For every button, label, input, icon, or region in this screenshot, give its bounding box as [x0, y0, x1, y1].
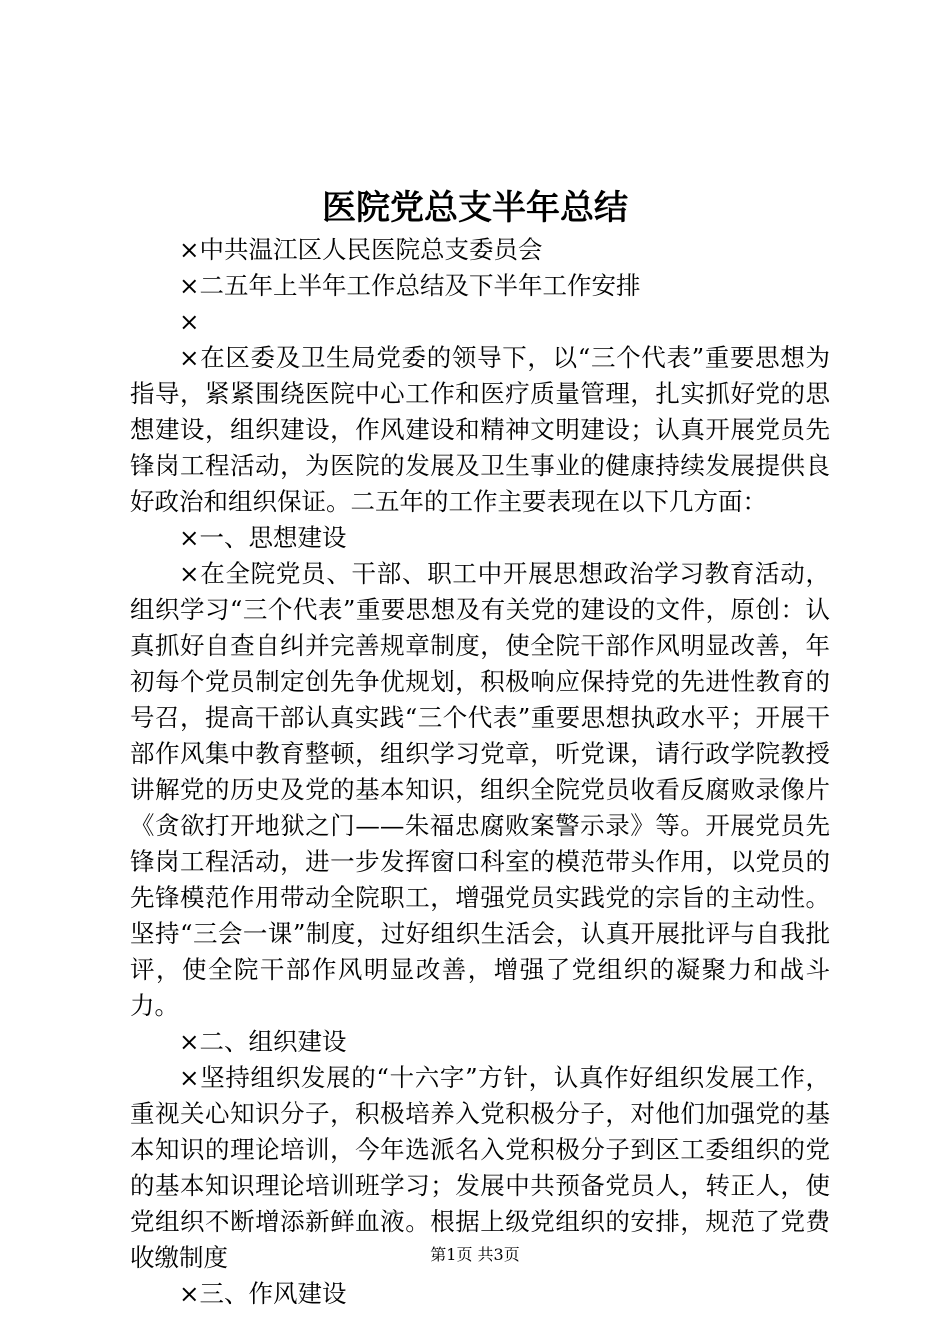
- page-footer: 第1页 共3页: [430, 1245, 520, 1264]
- paragraph-intro: ×在区委及卫生局党委的领导下，以“三个代表”重要思想为指导，紧紧围绕医院中心工作和医疗质量管理，扎实抓好党的思想建设，组织建设，作风建设和精神文明建设；认真开展党员先锋岗工程活动，为医院的发展及卫生事业的健康持续发展提供良好政治和组织保证。二五年的工作主要表现在以下几方面：: [130, 343, 830, 516]
- paragraph-subtitle: ×二五年上半年工作总结及下半年工作安排: [179, 271, 641, 300]
- paragraph-organization: ×坚持组织发展的“十六字”方针，认真作好组织发展工作，重视关心知识分子，积极培养入党积极分子，对他们加强党的基本知识的理论培训，今年选派名入党积极分子到区工委组织的党的基本知识理论培训班学习；发展中共预备党员人，转正人，使党组织不断增添新鲜血液。根据上级党组织的安排，规范了党费收缴制度: [130, 1063, 830, 1272]
- document-body: [130, 232, 830, 1312]
- document-title: 医院党总支半年总结: [322, 188, 628, 228]
- paragraph-ideology: ×在全院党员、干部、职工中开展思想政治学习教育活动，组织学习“三个代表”重要思想及有关党的建设的文件，原创：认真抓好自查自纠并完善规章制度，使全院干部作风明显改善，年初每个党员制定创先争优规划，积极响应保持党的先进性教育的号召，提高干部认真实践“三个代表”重要思想执政水平；开展干部作风集中教育整顿，组织学习党章，听党课，请行政学院教授讲解党的历史及党的基本知识，组织全院党员收看反腐败录像片《贪欲打开地狱之门——朱福忠腐败案警示录》等。开展党员先锋岗工程活动，进一步发挥窗口科室的模范带头作用，以党员的先锋模范作用带动全院职工，增强党员实践党的宗旨的主动性。坚持“三会一课”制度，过好组织生活会，认真开展批评与自我批评，使全院干部作风明显改善，增强了党组织的凝聚力和战斗力。: [130, 559, 830, 1020]
- paragraph-committee: ×中共温江区人民医院总支委员会: [179, 235, 543, 264]
- section-heading-ideology: ×一、思想建设: [179, 523, 347, 552]
- section-heading-work-style: ×三、作风建设: [179, 1279, 347, 1308]
- paragraph-blank: ×: [179, 307, 200, 336]
- section-heading-organization: ×二、组织建设: [179, 1027, 347, 1056]
